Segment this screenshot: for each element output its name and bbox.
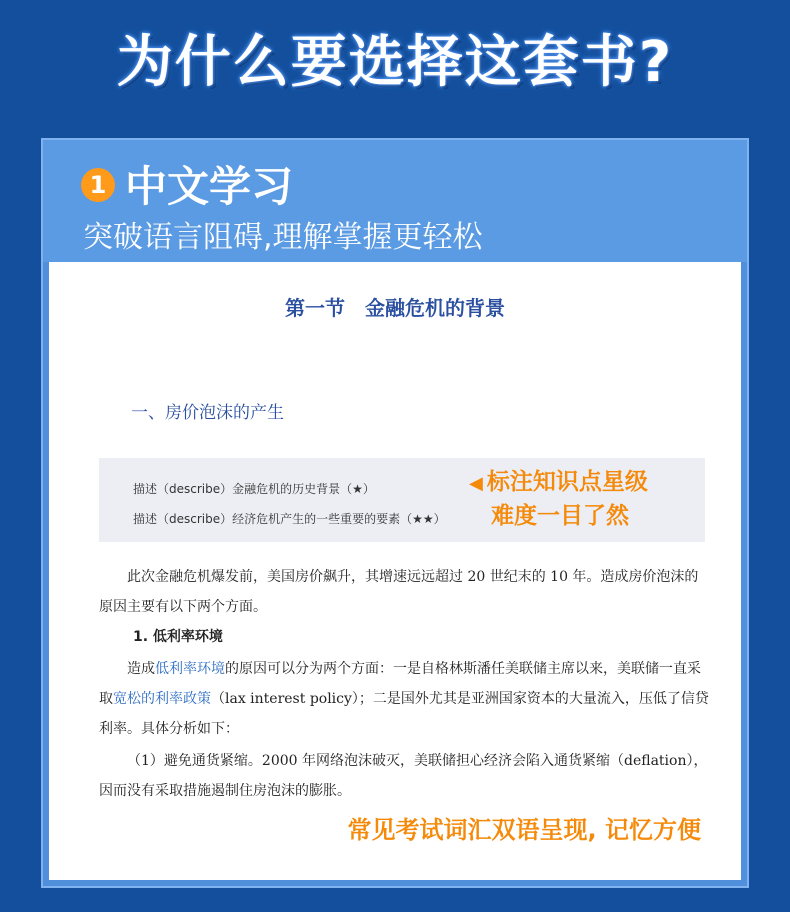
star-level-callout	[469, 466, 701, 532]
left-arrow-icon: ◀	[469, 473, 483, 494]
book-page-sample	[49, 262, 741, 880]
card-header	[43, 140, 747, 262]
section-number-badge: 1	[81, 168, 115, 202]
paragraph-2-text-a: 造成	[127, 661, 155, 677]
highlight-term-1: 低利率环境	[155, 661, 225, 677]
callout-line-2: 难度一目了然	[491, 503, 629, 529]
book-subheading: 一、房价泡沫的产生	[131, 403, 284, 423]
feature-card	[41, 138, 749, 888]
paragraph-2-text-c: （lax interest policy）；二是国外尤其是亚洲国家资本的大量流入，压低了信贷利率。具体分析如下：	[99, 691, 709, 737]
section-subtitle: 突破语言阻碍,理解掌握更轻松	[83, 220, 483, 255]
paragraph-1: 此次金融危机爆发前，美国房价飙升，其增速远远超过 20 世纪末的 10 年。造成房价泡沫的原因主要有以下两个方面。	[99, 569, 699, 615]
learning-objectives-box	[99, 458, 705, 542]
paragraph-2-text-b: 的原因可以分为两个方面：一是自格林斯潘任美联储主席以来，美联储一直采取	[99, 661, 701, 707]
section-title: 中文学习	[125, 162, 294, 211]
callout-line-1: 标注知识点星级	[486, 469, 648, 495]
headline: 为什么要选择这套书?	[116, 30, 674, 95]
objective-line: 描述（describe）经济危机产生的一些重要的要素（★★）	[133, 512, 446, 526]
book-page-title: 第一节 金融危机的背景	[285, 296, 505, 320]
bilingual-callout: 常见考试词汇双语呈现, 记忆方便	[347, 816, 701, 844]
paragraph-2	[99, 654, 711, 744]
paragraph-3: （1）避免通货紧缩。2000 年网络泡沫破灭，美联储担心经济会陷入通货紧缩（deflation），因而没有采取措施遏制住房泡沫的膨胀。	[99, 753, 708, 799]
point-title: 1. 低利率环境	[133, 629, 223, 645]
objective-line: 描述（describe）金融危机的历史背景（★）	[133, 482, 375, 496]
highlight-term-2: 宽松的利率政策	[113, 691, 211, 707]
